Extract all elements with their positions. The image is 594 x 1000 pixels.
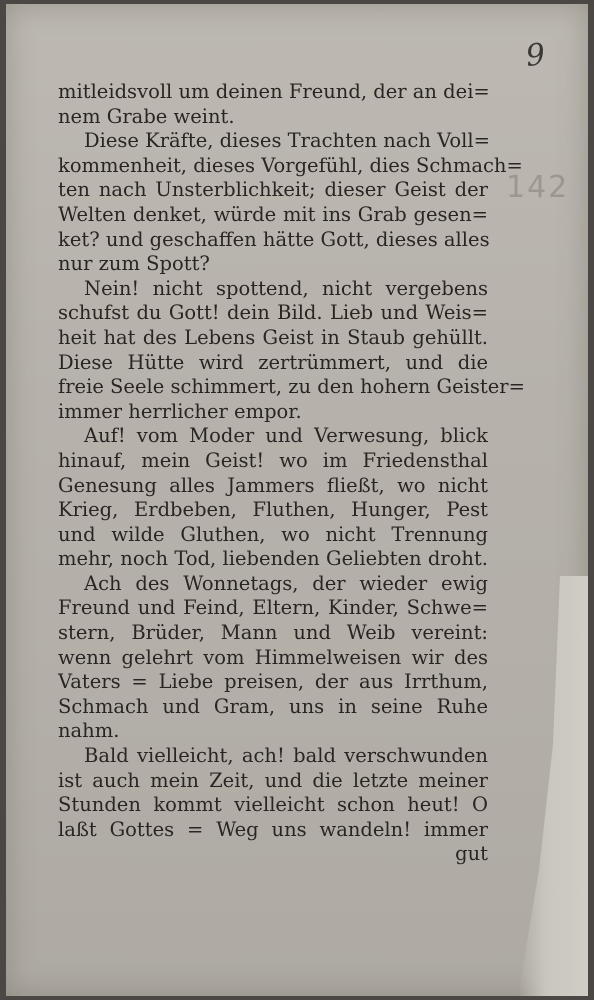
text-line: mehr, noch Tod, liebenden Geliebten droht. <box>58 547 488 571</box>
text-line: Bald vielleicht, ach! bald verschwunden <box>84 744 488 768</box>
text-line: Diese Kräfte, dieses Trachten nach Voll= <box>84 129 490 153</box>
text-line: Schmach und Gram, uns in seine Ruhe <box>58 694 488 718</box>
text-line: und wilde Gluthen, wo nicht Trennung <box>58 522 488 546</box>
text-line: wenn gelehrt vom Himmelweisen wir des <box>58 645 488 669</box>
text-line: Stunden kommt vielleicht schon heut! O <box>58 793 488 817</box>
pencil-annotation: 142 <box>506 170 570 205</box>
text-line: mitleidsvoll um deinen Freund, der an dei= <box>58 80 490 103</box>
text-line: stern, Brüder, Mann und Weib vereint: <box>58 621 488 645</box>
text-line: ist auch mein Zeit, und die letzte meiner <box>58 768 488 792</box>
text-line: nur zum Spott? <box>58 252 210 276</box>
text-line: Welten denket, würde mit ins Grab gesen= <box>58 202 488 226</box>
text-line: hinauf, mein Geist! wo im Friedensthal <box>58 448 488 472</box>
page <box>6 4 588 996</box>
text-line: laßt Gottes = Weg uns wandeln! immer <box>58 817 488 841</box>
text-line: Vaters = Liebe preisen, der aus Irrthum, <box>58 670 488 694</box>
page-number: 9 <box>524 37 547 74</box>
text-line: Auf! vom Moder und Verwesung, blick <box>84 424 488 448</box>
text-line: immer herrlicher empor. <box>58 399 302 423</box>
text-line: Freund und Feind, Eltern, Kinder, Schwe= <box>58 596 488 620</box>
text-line: ket? und geschaffen hätte Gott, dieses alles <box>58 227 490 251</box>
text-line: Krieg, Erdbeben, Fluthen, Hunger, Pest <box>58 498 488 522</box>
text-line: gut <box>455 842 488 866</box>
text-line: schufst du Gott! dein Bild. Lieb und Weis= <box>58 301 488 325</box>
text-line: freie Seele schimmert, zu den hohern Geister= <box>58 375 525 399</box>
text-line: ten nach Unsterblichkeit; dieser Geist der <box>58 178 488 202</box>
text-line: Diese Hütte wird zertrümmert, und die <box>58 350 488 374</box>
torn-edge <box>518 576 588 996</box>
text-line: nem Grabe weint. <box>58 104 235 128</box>
text-line: Ach des Wonnetags, der wieder ewig <box>84 571 488 595</box>
text-line: Genesung alles Jammers fließt, wo nicht <box>58 473 488 497</box>
body-text <box>58 80 525 867</box>
text-line: heit hat des Lebens Geist in Staub gehüllt. <box>58 325 488 349</box>
text-line: nahm. <box>58 719 120 743</box>
text-line: kommenheit, dieses Vorgefühl, dies Schmach= <box>58 153 523 177</box>
text-line: Nein! nicht spottend, nicht vergebens <box>84 276 488 300</box>
